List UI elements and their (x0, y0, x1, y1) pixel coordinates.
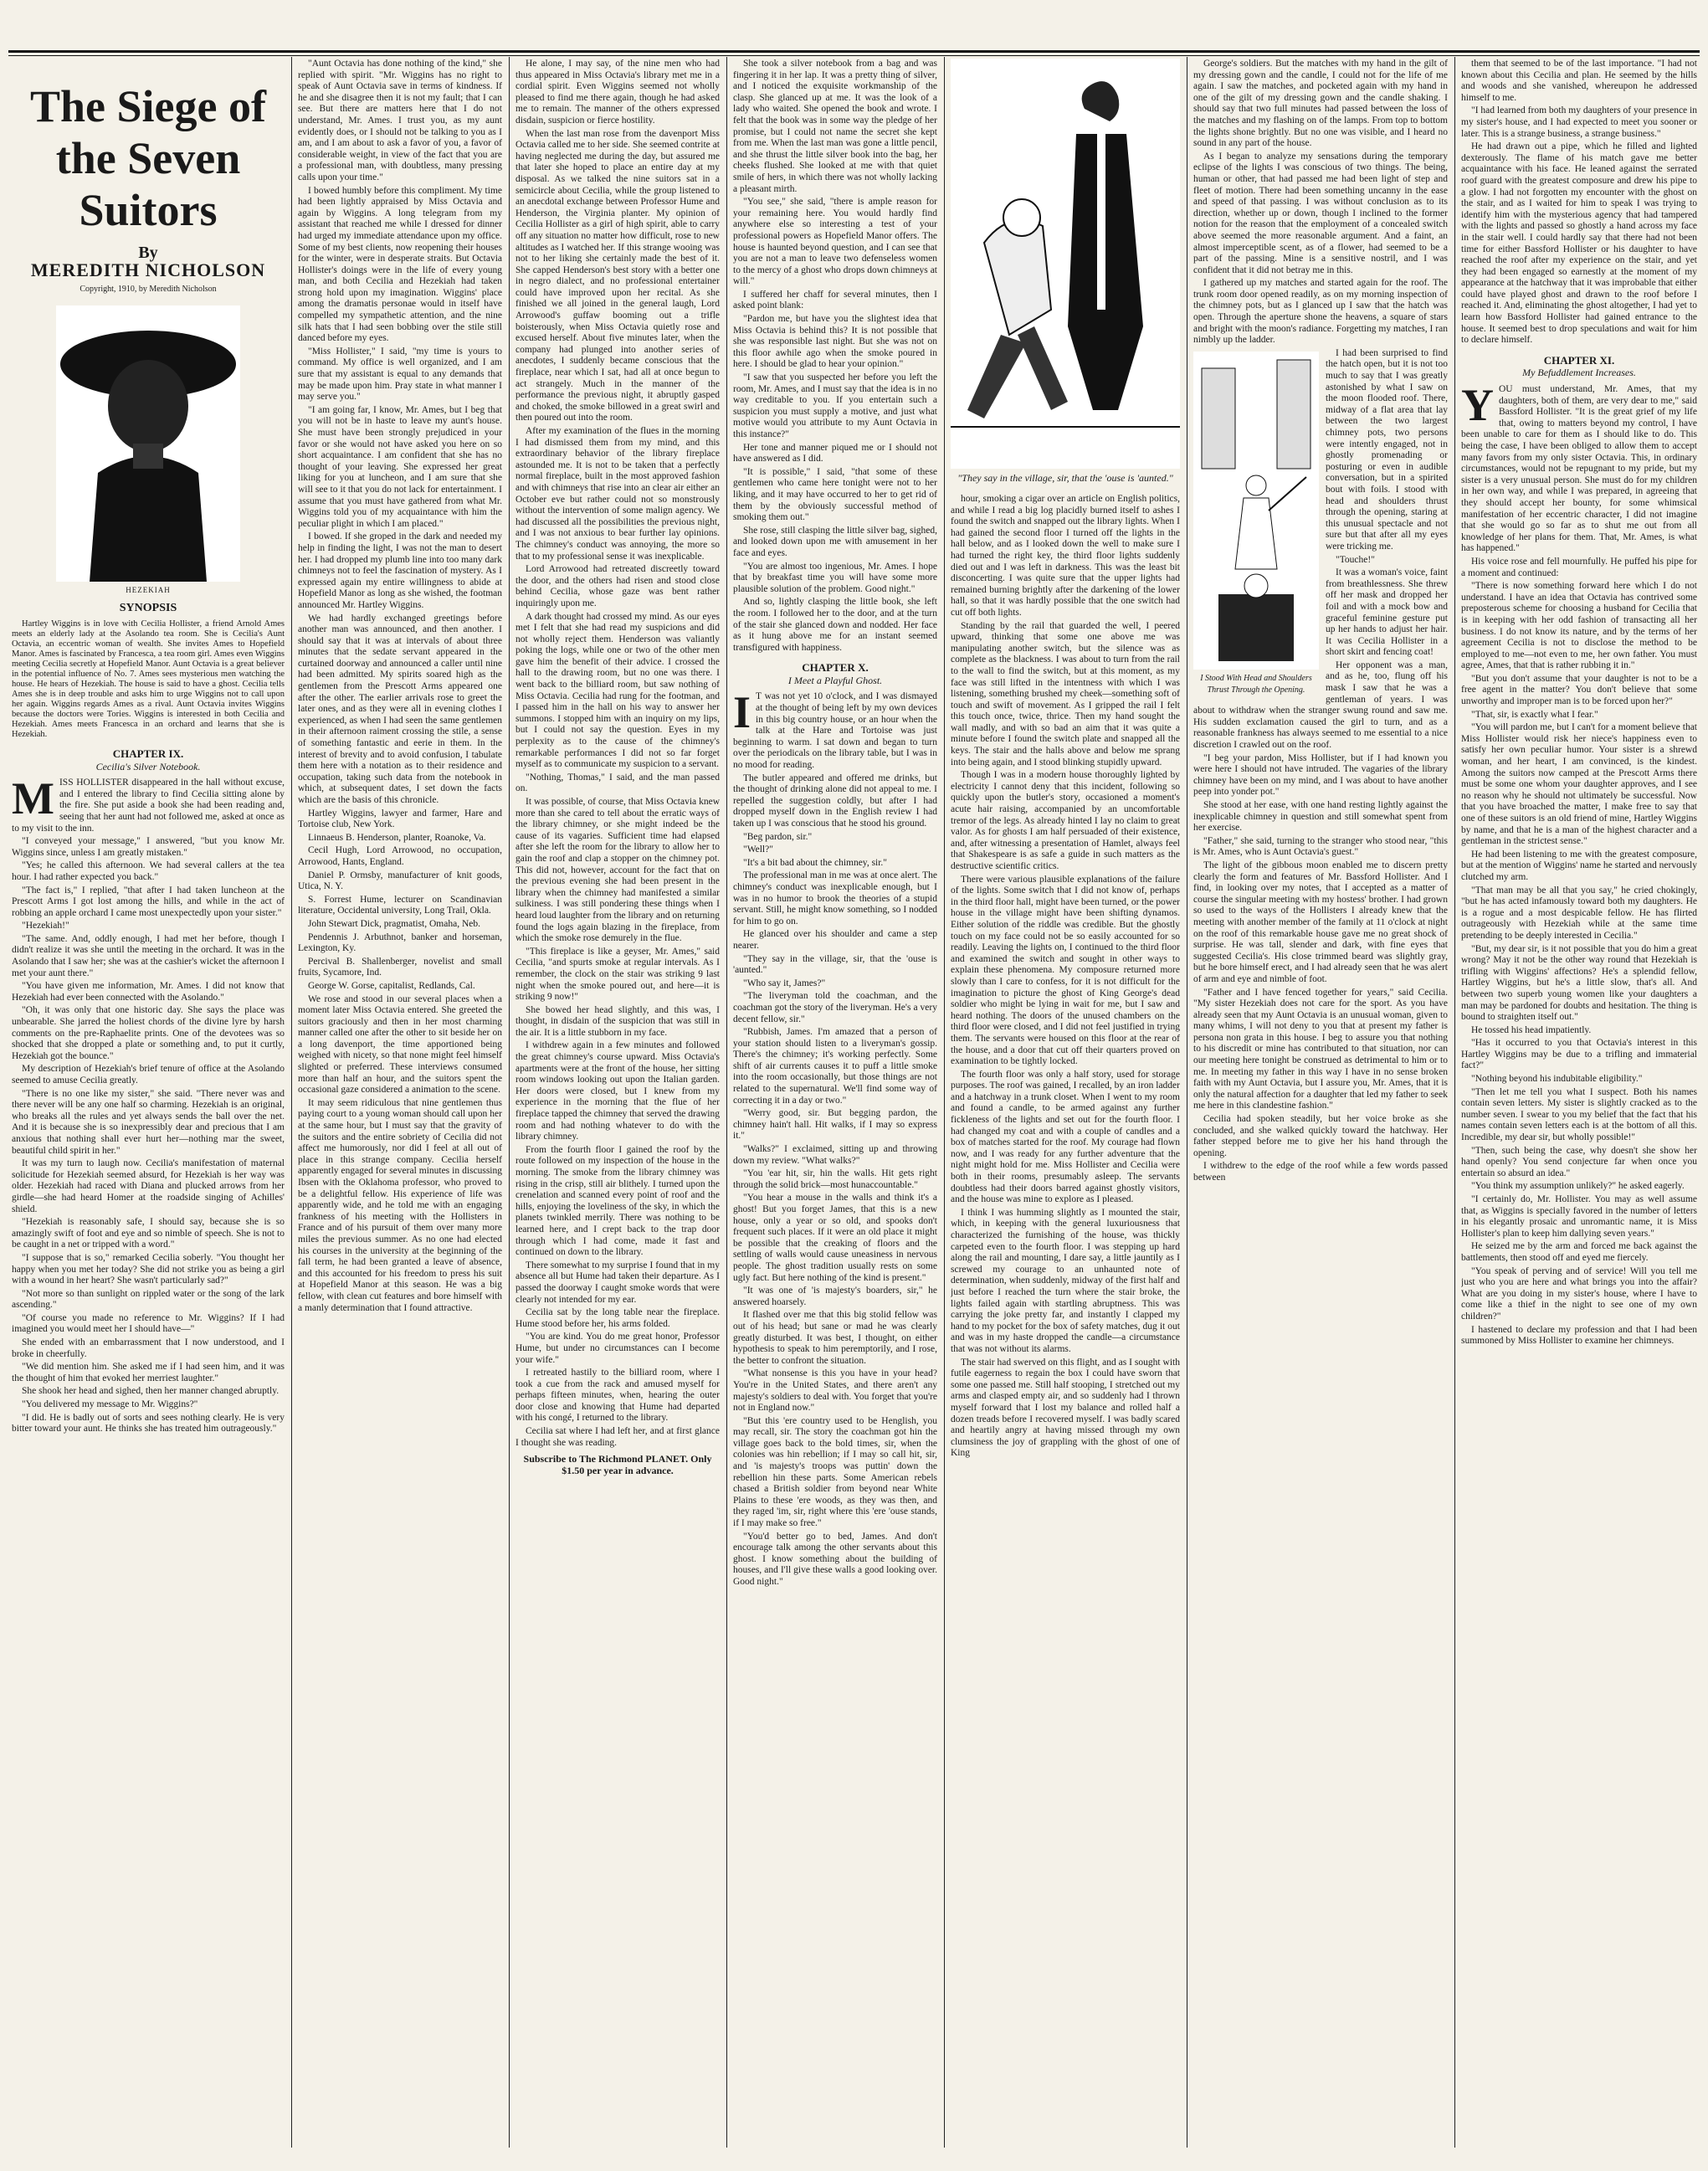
paragraph: I withdrew to the edge of the roof while a few words passed between (1193, 1161, 1448, 1183)
paragraph: I bowed. If she groped in the dark and needed my help in finding the light, I was not the man to desert her. I had dropped my plumb line into too many dark chimneys not to feel the fascination of mystery. As I expressed again my entire willingness to abide at Hopefield Manor as long as she wished, the footman announced Mr. Hartley Wiggins. (298, 531, 502, 610)
paragraph: "It was one of 'is majesty's boarders, sir," he answered hoarsely. (733, 1286, 937, 1307)
paragraph: He tossed his head impatiently. (1471, 1024, 1592, 1035)
paragraph: "Not more so than sunlight on rippled water or the song of the lark ascending." (12, 1288, 285, 1311)
subscription-promo: Subscribe to The Richmond PLANET. Only $1.50 per year in advance. (523, 1453, 712, 1476)
column-3 (515, 59, 720, 2146)
suitor-entry: Percival B. Shallenberger, novelist and small fruits, Sycamore, Ind. (298, 956, 502, 978)
paragraph: "You think my assumption unlikely?" he asked eagerly. (1471, 1181, 1685, 1192)
paragraph: "You'd better go to bed, James. And don't encourage talk among the other servants about this ghost. I know something about the building of houses, and I'll give these walls a good looking over. Good night." (733, 1531, 937, 1587)
paragraph: "Of course you made no reference to Mr. Wiggins? If I had imagined you would meet her I should have—" (12, 1312, 285, 1335)
paragraph: It flashed over me that this big stolid fellow was out of his head; but sane or mad he was clearly greatly disturbed. It was best, I thought, on either hypothesis to speak to him peremptorily, and I rose, the better to confront the situation. (733, 1310, 937, 1366)
paragraph: hour, smoking a cigar over an article on English politics, and while I read a big log placidly burned itself to ashes I found the switch and snapped out the library lights. When I had gained the second floor I turned off the lights in the hall below, and as I looked down the well to make sure I had turned the right key, the third floor lights suddenly died out and I was left in darkness. This was the least bit disconcerting. I was quite sure that the upper lights had remained burning brightly after the darkening of the lower hall, so that it was hardly possible that the one switch had cut off both lights. (951, 494, 1180, 618)
paragraph: "The fact is," I replied, "that after I had taken luncheon at the Prescott Arms I got lost among the hills, and while in the act of robbing an apple orchard I came most unexpectedly upon your sister." (12, 885, 285, 918)
paragraph: "Werry good, sir. But begging pardon, the chimney hain't hall. Hit walks, if I may so express it." (733, 1108, 937, 1142)
butler-illustration (951, 59, 1180, 494)
suitor-entry: S. Forrest Hume, lecturer on Scandinavian literature, Occidental university, Long Trail, Okla. (298, 894, 502, 916)
synopsis-heading: SYNOPSIS (119, 602, 177, 615)
byline: By (138, 244, 158, 262)
paragraph: She took a silver notebook from a bag and was fingering it in her lap. It was a pretty thing of silver, and I noticed the exquisite workmanship of the clasp. She glanced up at me. It was the look of a lady who waited. She opened the book and wrote. I felt that the book was in some way the pledge of her promise, but I could not name the secret she kept from me. When the last man was gone a little pencil, and she thrust the little silver book into the bag, her cheeks flushed. She looked at me with that quiet smile of hers, in which there was not wholly lacking a pleasant mirth. (733, 59, 937, 194)
paragraph: He had been listening to me with the greatest composure, but at the mention of Wiggins' name he started and nervously clutched my arm. (1461, 849, 1697, 882)
paragraph: As I began to analyze my sensations during the temporary eclipse of the lights I was conscious of two things. The being, human or other, that had passed me had been light of step and fleet of motion. There had been something uncanny in the ease and speed of that passing. I was without conclusion as to its direction, whether up or down, though I inclined to the former notion for the reason that the employment of a concealed switch above seemed the more reasonable argument. And a faint, an almost imperceptible scent, as of a flower, had seemed to be a part of the passing. Mine is a sensitive nostril, and I was confident that it did not betray me in this. (1193, 151, 1448, 275)
illustration-caption: I Stood With Head and Shoulders Thrust Through the Opening. (1200, 674, 1312, 695)
paragraph: "Aunt Octavia has done nothing of the kind," she replied with spirit. "Mr. Wiggins has no right to speak of Aunt Octavia save in terms of kindness. If he and she disagree then it is not my fault; that I can see. But there are matters here that I do not understand, Mr. Ames. I trust you, as my aunt evidently does, or I should not be talking to you as I am, and I am about to ask a favor of you, a favor of considerable weight, in view of the fact that you are a professional man, with doubtless, many pressing calls upon your time." (298, 59, 502, 182)
paragraph: I bowed humbly before this compliment. My time had been lightly appraised by Miss Octavia and again by Wiggins. A long telegram from my assistant that reached me while I dressed for dinner had urged my immediate attendance upon my office. Some of my best clients, now reopening their houses for the winter, were in desperate straits. But Octavia Hollister's doings were in the life of every young man, and both Cecilia and Hezekiah had taken strong hold upon my imagination. Wiggins' place among the dramatis personae would in itself have compelled my sympathetic attention, and the nine silk hats that I had seen bobbing over the stile still danced before my eyes. (298, 185, 502, 344)
chapter-subheading: My Befuddlement Increases. (1522, 367, 1636, 379)
drop-cap: M (12, 773, 54, 824)
paragraph: "Father," she said, turning to the stranger who stood near, "this is Mr. Ames, who is Aunt Octavia's guest." (1193, 835, 1448, 858)
column-2 (298, 59, 502, 2146)
paragraph: There somewhat to my surprise I found that in my absence all but Hume had taken their departure. As I passed the doorway I caught smoke words that were clearly not intended for my ear. (515, 1260, 720, 1305)
suitor-entry: Hartley Wiggins, lawyer and farmer, Hare and Tortoise club, New York. (298, 808, 502, 830)
paragraph: "The same. And, oddly enough, I had met her before, though I didn't realize it was she until the meeting in the orchard. It was in the Asolando that I saw her; she was at the cashier's wicket the afternoon I met your aunt there." (12, 933, 285, 978)
paragraph: "Has it occurred to you that Octavia's interest in this Hartley Wiggins may be due to a trifling and immaterial fact?" (1461, 1038, 1697, 1071)
paragraph: "Pardon me, but have you the slightest idea that Miss Octavia is behind this? It is not possible that she was responsible last night. But she was not on this floor awhile ago when the smoke poured in here. I should be glad to hear your opinion." (733, 314, 937, 370)
paragraph: From the fourth floor I gained the roof by the route followed on my inspection of the house in the morning. The smoke from the library chimney was rising in the crisp, still air blithely. I turned upon the crenelation and scanned every point of roof and the hills, enjoying the loveliness of the sky, in which the planets twinkled merrily. There was nothing to be learned here, and I crept back to the trap door through which I had come, made it fast and continued on down to the library. (515, 1144, 720, 1258)
paragraph: My description of Hezekiah's brief tenure of office at the Asolando seemed to amuse Cecilia greatly. (12, 1064, 285, 1086)
paragraph: "It's a bit bad about the chimney, sir." (743, 857, 888, 868)
paragraph: "I am going far, I know, Mr. Ames, but I beg that you will not be in haste to leave my aunt's house. She must have been strongly prejudiced in your favor or she would not have asked you here on so short acquaintance. I am confident that she has no thought of your leaving. She expressed her great liking for you at luncheon, and I am sure that she will see to it that you do not lack for entertainment. I assume that you must have gathered from what Mr. Wiggins told you of my acquaintance with him the peculiar plight in which I am placed." (298, 404, 502, 529)
paragraph: Though I was in a modern house thoroughly lighted by electricity I cannot deny that this incident, following so quickly upon the butler's story, occasioned a moment's acute hair raising, accompanied by an uncomfortable tremor of the legs. As already hinted I lay no claim to great valor. As for ghosts I am half persuaded of their existence, and, after witnessing a presentation of Hamlet, always feel that Shakespeare is as safe a guide in such matters as the destructive scientific critics. (951, 770, 1180, 871)
header-rule-thin (8, 55, 1700, 56)
paragraph: I think I was humming slightly as I mounted the stair, which, in keeping with the general luxuriousness that characterized the furnishing of the house, was thickly carpeted even to the fourth floor. I was stepping up hard along the rail and mounting, I dare say, a little jauntily as I screwed my courage to an unhaunted note of determination, when suddenly, midway of the first half and just before I reached the turn where the stair broke, the lights failed again with startling abruptness. This was carrying the joke pretty far, and instantly I clapped my hand to my pocket for the box of safety matches, dug it out and was in my haste dropped the candle—a circumstance that was not without its alarms. (951, 1207, 1180, 1354)
suitor-entry: Cecil Hugh, Lord Arrowood, no occupation, Arrowood, Hants, England. (298, 845, 502, 867)
chapter-subheading: Cecilia's Silver Notebook. (95, 760, 201, 772)
chapter-heading: CHAPTER X. (802, 661, 869, 675)
paragraph: "You are kind. You do me great honor, Professor Hume, but under no circumstances can I become your wife." (515, 1332, 720, 1365)
column-1 (12, 59, 285, 2146)
header-rule (8, 50, 1700, 53)
paragraph: "I suppose that is so," remarked Cecilia soberly. "You thought her happy when you met her today? She did not strike you as being a girl with a wound in her heart? She wasn't particularly sad?" (12, 1252, 285, 1286)
portrait-caption: HEZEKIAH (126, 585, 171, 594)
paragraph: OU must understand, Mr. Ames, that my daughters, both of them, are very dear to me," said Bassford Hollister. "It is the great grief of my life that, owing to matters beyond my control, I have been unable to care for them as I should like to do. This being the case, I have been obliged to allow them to accept many favors from my only sister Octavia. This, in ordinary circumstances, would not be repugnant to my pride, but my sister is a very unusual person. She must do for my children in her own way, and while I was prepared, in agreeing that they should accept her bounty, for some whimsical manifestation of her eccentric character, I did not imagine that she would go so far as to shut me out from all knowledge of her plans for them. That, Mr. Ames, is what has happened." (1461, 384, 1697, 554)
paragraph: "Rubbish, James. I'm amazed that a person of your station should listen to a liveryman's gossip. There's the chimney; it's working perfectly. Some shift of air currents causes it to puff a little smoke into the room occasionally, but those things are not related to the supernatural. We'll find some way of correcting it in a day or two." (733, 1027, 937, 1106)
paragraph: "You are almost too ingenious, Mr. Ames. I hope that by breakfast time you will have some more plausible solution of the problem. Good night." (733, 561, 937, 594)
paragraph: them that seemed to be of the last importance. "I had not known about this Cecilia and plan. He seemed by the hills and woods and she vanished, whereupon he addressed himself to me. (1461, 59, 1697, 103)
paragraph: "The liveryman told the coachman, and the coachman got the story of the liveryman. He's a very decent fellow, sir." (733, 991, 937, 1024)
suitor-entry: John Stewart Dick, pragmatist, Omaha, Neb. (308, 918, 480, 929)
paragraph: "I had learned from both my daughters of your presence in my sister's house, and I had expected to meet you sooner or later. This is a strange business, a strange business." (1461, 105, 1697, 139)
roof-illustration (1193, 352, 1319, 696)
drop-cap: Y (1461, 380, 1494, 431)
paragraph: He seized me by the arm and forced me back against the battlements, then stood off and eyed me fiercely. (1461, 1241, 1697, 1263)
roof-scene-drawing (1193, 352, 1319, 670)
paragraph: George's soldiers. But the matches with my hand in the gilt of my dressing gown and the candle, I could not for the life of me again. I saw the matches, and pocketed again with my hand in one of the gilt of my dressing gown and the candle shaking. I should say that two full minutes had passed between the loss of the matches and my flashing on of the lamps. From top to bottom the lights shone brightly. But no one was visible, and I heard no sound in any part of the house. (1193, 59, 1448, 149)
paragraph: "That man may be all that you say," he cried chokingly, "but he has acted infamously toward both my daughters. He is a rogue and a most despicable fellow. He has flirted outrageously with Hezekiah while at the same time pretending to be deeply interested in Cecilia." (1461, 885, 1697, 941)
paragraph: "Hezekiah!" (22, 921, 69, 932)
column-rule (291, 57, 292, 2148)
synopsis-text: Hartley Wiggins is in love with Cecilia Hollister, a friend Arnold Ames meets an elderly lady at the Asolando tea room. She is Cecilia's Aunt Octavia, an eccentric woman of wealth. She invites Ames to Hopefield Manor. Ames is fascinated by Francesca, a tea room girl. Ames even Wiggins meeting Cecilia secretly at Hopefield Manor. Aunt Octavia is a great believer in the potential influence of No. 7. Ames sees mysterious men watching the house. He hears of Hezekiah. The house is said to have a ghost. Cecilia tells Ames she is in deep trouble and asks him to urge Wiggins not to call upon her again. Wiggins regards Ames as a rival. Aunt Octavia invites Wiggins because the doctors were Tories. Wiggins is interested in both Cecilia and Hezekiah. Ames meets Francesca in an orchard and learns that she is Hezekiah. (12, 618, 285, 739)
paragraph: "It is possible," I said, "that some of these gentlemen who came here tonight were not to her liking, and it may have occurred to her to get rid of them by the obviously successful method of smoking them out." (733, 466, 937, 523)
column-rule (726, 57, 727, 2148)
butler-scene-drawing (951, 59, 1180, 469)
paragraph: He alone, I may say, of the nine men who had thus appeared in Miss Octavia's library met me in a cordial spirit. Even Wiggins seemed not wholly pleased to find me there again, though he had asked me to remain. The manner of the others expressed disdain, suspicion or fierce hostility. (515, 59, 720, 126)
story-title: The Siege of the Seven Suitors (30, 81, 266, 235)
paragraph: She shook her head and sighed, then her manner changed abruptly. (22, 1386, 280, 1397)
paragraph: He glanced over his shoulder and came a step nearer. (733, 929, 937, 951)
paragraph: It was possible, of course, that Miss Octavia knew more than she cared to tell about the erratic ways of the library chimney, or she might indeed be the cause of its vagaries. Sufficient time had elapsed after she left the room for the library to allow her to gain the roof and clap a stopper on the chimney pot. This did not, however, account for the fact that on the previous evening she had been present in the library when the chimney had manifested a similar sulkiness. I was still pondering these things when I heard loud laughter from the library and on returning found the logs again blazing in the fireplace, from which the smoke rose demurely in the flue. (515, 797, 720, 944)
paragraph: She rose, still clasping the little silver bag, sighed, and looked down upon me with amusement in her face and eyes. (733, 525, 937, 558)
column-rule (944, 57, 945, 2148)
paragraph: "Beg pardon, sir." (743, 831, 813, 842)
paragraph: The stair had swerved on this flight, and as I sought with futile eagerness to regain the box I could have sworn that some one passed me. Still half stooping, I stretched out my arms and clasped empty air, and so suddenly had I thrown myself forward that I lost my balance and rolled half a dozen treads before I recovered myself. I was badly scared and heartily angry at having missed through my own clumsiness the joy of grappling with the ghost of one of King (951, 1357, 1180, 1459)
paragraph: "But you don't assume that your daughter is not to be a free agent in the matter? You don't believe that some unworthy and improper man is to be forced upon her?" (1461, 673, 1697, 707)
paragraph: "I certainly do, Mr. Hollister. You may as well assume that, as Wiggins is specially favored in the number of letters in his elegantly prosaic and unromantic name, it is Miss Hollister's plan to keep him dallying seven years." (1461, 1194, 1697, 1239)
copyright-notice: Copyright, 1910, by Meredith Nicholson (80, 285, 217, 295)
paragraph: "Oh, it was only that one historic day. She says the place was unbearable. She jarred the holiest chords of the divine lyre by harsh comments on the pre-Raphaelite prints. One of the devotees was so shocked that she dropped a plate or something and, to put it curtly, Hezekiah got the bounce." (12, 1005, 285, 1061)
illustration-caption: "They say in the village, sir, that the 'ouse is 'aunted." (957, 471, 1173, 484)
suitor-entry: George W. Gorse, capitalist, Redlands, Cal. (308, 980, 475, 991)
paragraph: Her tone and manner piqued me or I should not have answered as I did. (733, 442, 937, 464)
paragraph: "You will pardon me, but I can't for a moment believe that Miss Hollister would risk her niece's happiness even to satisfy her own peculiar humor. Your sister is a shrewd woman, and her heart, I am convinced, is the kindest. Among the suitors now camped at the Prescott Arms there must be some one whom your daughter approves, and I see no reason why he should not ultimately be successful. Now that you have broached the matter, I make free to say that one of these suitors is an old friend of mine, Hartley Wiggins by name, and that he is a man of the highest character and a gentleman in the strictest sense." (1461, 722, 1697, 847)
paragraph: I hastened to declare my profession and that I had been summoned by Miss Hollister to examine her chimneys. (1461, 1324, 1697, 1347)
paragraph: I gathered up my matches and started again for the roof. The trunk room door opened readily, as on my morning inspection of the chimney pots, but as I glanced up I saw that the hatch was open. Through the aperture shone the heavens, a square of stars and bright with the moon's radiance. Forgetting my matches, I ran nimbly up the ladder. (1193, 278, 1448, 346)
paragraph: "Touche!" (1336, 554, 1375, 565)
paragraph: "Hezekiah is reasonably safe, I should say, because she is so amazingly swift of foot and eye and so nimble of speech. She is not to be caught in a net or tripped with a word." (12, 1217, 285, 1250)
paragraph: There were various plausible explanations of the failure of the lights. Some switch that I did not know of, perhaps in the third floor hall, might have been turned, or the power house in the village might have been shifting dynamos. Either solution of the riddle was credible. But the ghostly touch on my face could not be so easily accounted for so readily. Leaving the lights on, I continued to the third floor and examined the switch and sought in other ways to explain these phenomena. My composure returned more slowly than I care to confess, for it is not difficult for the imagination to picture the ghost of King George's dead soldier who might be lying in wait for me, but I saw and heard nothing. The doors of the unused chambers on the third floor were closed, and I did not feel justified in trying them. The servants were housed on this floor at the rear of the house, and a door that cut off their quarters proved on examination to be tightly locked. (951, 874, 1180, 1067)
column-4 (733, 59, 937, 2146)
paragraph: "This fireplace is like a geyser, Mr. Ames," said Cecilia, "and spurts smoke at regular intervals. As I remember, the clock on the stair was striking 9 last night when the smoke poured out, and here—it is striking 9 now!" (515, 946, 720, 1003)
paragraph: ISS HOLLISTER disappeared in the hall without excuse, and I entered the library to find Cecilia sitting alone by the fire. She put aside a book she had been reading and, seeing that her aunt had not followed me, asked at once as to my visit to the inn. (12, 778, 285, 834)
author-name: MEREDITH NICHOLSON (30, 259, 266, 280)
paragraph: His voice rose and fell mournfully. He puffed his pipe for a moment and continued: (1461, 556, 1697, 578)
paragraph: "I saw that you suspected her before you left the room, Mr. Ames, and I must say that the idea is in no way creditable to you. If you entertain such a suspicion you must supply a motive, and just what motive would you attribute to my Aunt Octavia in this instance?" (733, 372, 937, 439)
paragraph: "Who say it, James?" (743, 978, 826, 988)
paragraph: "We did mention him. She asked me if I had seen him, and it was the thought of him that evoked her merriest laughter." (12, 1362, 285, 1383)
paragraph: A dark thought had crossed my mind. As our eyes met I felt that she had read my suspicions and did not wholly reject them. Henderson was valiantly poking the logs, while one or two of the other men gave him the benefit of their advice. I crossed the hall to the drawing room, but no one was there. I went back to the billiard room, but saw nothing of Miss Octavia. Cecilia had rung for the footman, and I passed him in the hall on his way to answer her summons. I stopped him with an inquiry on my lips, but I could not say the question. Eyes in my perplexity as to the cause of the chimney's remarkable performances I did not so far forget myself as to communicate my suspicion to a servant. (515, 611, 720, 770)
paragraph: "You hear a mouse in the walls and think it's a ghost! But you forget James, that this is a new house, only a year or so old, and spooks don't frequent such places. If it were an old place it might be possible that the creaking of floors and the settling of walls would cause uneasiness in nervous people. The ghost tradition usually rests on some ugly fact. But here nothing of the kind is present." (733, 1193, 937, 1283)
paragraph: Standing by the rail that guarded the well, I peered upward, thinking that some one above me was manipulating another switch, but the silence was as complete as the blackness. I was about to turn from the rail to the wall to find the switch, but at this moment, as my face was still lifted in the intentness with which I was listening, something brushed my cheek—something soft of touch and swift of movement. As I gripped the rail I felt this touch once, twice, thrice. Then my hand sought the wall madly, and with so bad an aim that it was quite a minute before I found the switch plate and snapped all the keys. The stair and the halls above and below me sprang into being again, and I stood blinking stupidly upward. (951, 620, 1180, 767)
paragraph: Lord Arrowood had retreated discreetly toward the door, and the others had risen and stood close behind Cecilia, whose gaze was bent rather inquiringly upon me. (515, 564, 720, 608)
paragraph: "Nothing beyond his indubitable eligibility." (1471, 1074, 1643, 1085)
column-rule (1454, 57, 1455, 2148)
paragraph: Cecilia had spoken steadily, but her voice broke as she concluded, and she walked quickly toward the hatchway. Her father stepped before me to give her his hand through the opening. (1193, 1114, 1448, 1158)
paragraph: "Well?" (743, 844, 773, 855)
chapter-heading: CHAPTER XI. (1543, 353, 1615, 367)
drop-cap: I (733, 687, 751, 738)
paragraph: "Miss Hollister," I said, "my time is yours to command. My office is well organized, and I am sure that my assistant is equal to any demands that may be made upon him. Pray state in what manner I may serve you." (298, 346, 502, 403)
portrait-image (56, 305, 240, 582)
column-7 (1461, 59, 1697, 2146)
paragraph: She ended with an embarrassment that I now understood, and I broke in cheerfully. (12, 1337, 285, 1359)
paragraph: "But this 'ere country used to be Henglish, you may recall, sir. The story the coachman got hin the village goes back to the bold times, sir, when the colonies was hin rebellion; if I may so call hit, sir, and 'is majesty's troops was puttin' down the rebellion hin these parts. Some American rebels chased a British soldier from beyond near White Plains to these 'ere woods, as they was then, and they raged 'im, sir, right where this 'ere 'ouse stands, if I may make so free." (733, 1415, 937, 1529)
paragraph: "You speak of perving and of service! Will you tell me just who you are here and what brings you into the affair? What are you doing in my sister's house, where I have to come like a thief in the night to see one of my own children?" (1461, 1265, 1697, 1322)
paragraph: The fourth floor was only a half story, used for storage purposes. The roof was gained, I recalled, by an iron ladder and a hatchway in a trunk closet. When I went to my room and found a candle, to be armed against any further fickleness of the lights and set out for the fourth floor. I had changed my coat and with a couple of candles and a box of matches started for the roof. My courage had flown now, and I was ready for any further adventure that the night might hold for me. Miss Hollister and Cecilia were both in their rooms, presumably asleep. The servants doubtless had their doors barred against ghostly visitors, and the house was mine to explore as I pleased. (951, 1069, 1180, 1205)
paragraph: "But, my dear sir, is it not possible that you do him a great wrong? May it not be the other way round that Hezekiah is trifling with Wiggins' affections? He's a splendid fellow, Hartley Wiggins, but he's a little slow, that's all. And between two superb young women like your daughters a man may be pardoned for doubts and hesitation. The thing is bound to straighten itself out." (1461, 943, 1697, 1023)
paragraph: And so, lightly clasping the little book, she left the room. I followed her to the door, and at the turn of the stair she glanced down and nodded. Her face as it hung above me for an instant seemed transfigured with happiness. (733, 597, 937, 653)
chapter-ix-body (12, 773, 285, 1435)
paragraph: The butler appeared and offered me drinks, but the thought of drinking alone did not appeal to me. I repelled the suggestion coldly, but after I had dropped myself down in the English review I had taken up I was conscious that he stood his ground. (733, 772, 937, 829)
paragraph: "Nothing, Thomas," I said, and the man passed on. (515, 772, 720, 794)
chapter-subheading: I Meet a Playful Ghost. (787, 674, 883, 686)
paragraph: "I beg your pardon, Miss Hollister, but if I had known you were here I should not have intruded. The vagaries of the library chimney have been on my mind, and I was about to have another peep into yonder pot." (1193, 752, 1448, 798)
paragraph: I retreated hastily to the billiard room, where I took a cue from the rack and amused myself for perhaps fifteen minutes, when, hearing the outer door close and knowing that Hume had departed with his congé, I returned to the library. (515, 1368, 720, 1424)
paragraph: Cecilia sat by the long table near the fireplace. Hume stood before her, his arms folded. (515, 1307, 720, 1329)
title-block (12, 80, 285, 295)
paragraph: When the last man rose from the davenport Miss Octavia called me to her side. She seemed contrite at having neglected me during the day, but assured me that later she hoped to place an entire day at my disposal. As we talked the nine suitors sat in a semicircle about Cecilia, while the group listened to an anecdotal exchange between Professor Hume and Henderson, the Virginia planter. My opinion of Cecilia Hollister as a girl of high spirit, able to carry off any situation no matter how difficult, rose to new altitudes as I watched her. If this strange wooing was not to her liking she certainly made the best of it. She capped Henderson's best story with a better one in negro dialect, and no professional entertainer could have improved upon her recital. As she finished we all joined in the general laugh, Lord Arrowood's guffaw booming out a trifle boisterously, when Miss Octavia quietly rose and excused herself. About five minutes later, when the company had plunged into another series of anecdotes, I suddenly became conscious that the fireplace, near which I sat, had all at once begun to act strangely. Much in the manner of the performance the previous night, it abruptly gasped and choked, the smoke billowed in a great swirl and then poured out into the room. (515, 128, 720, 423)
paragraph: "You have given me information, Mr. Ames. I did not know that Hezekiah had ever been connected with the Asolando." (12, 981, 285, 1003)
paragraph: "What nonsense is this you have in your head? You're in the United States, and there aren't any majesty's soldiers to deal with. You forget that you're not in England now." (733, 1368, 937, 1414)
paragraph: The professional man in me was at once alert. The chimney's conduct was inexplicable enough, but I was in no humor to brook the theories of a stupid servant. Still, he might know something, so I nodded for him to go on. (733, 870, 937, 926)
paragraph: "There is no one like my sister," she said. "There never was and there never will be any one half so charming. Hezekiah is an original, who breaks all the rules and yet always sends the ball over the net. And it is because she is so inexpressibly dear and precious that I am anxious that nothing shall ever hurt her—nothing mar the sweet, beautiful child spirit in her." (12, 1088, 285, 1156)
paragraph: "Then, such being the case, why doesn't she show her hand openly? You send conjecture far when once you entertain so absurd an idea." (1461, 1145, 1697, 1178)
column-rule (509, 57, 510, 2148)
portrait-illustration (56, 305, 240, 582)
paragraph: "Yes; he called this afternoon. We had several callers at the tea hour. I had rather expected you back." (12, 860, 285, 882)
paragraph: "Then let me tell you what I suspect. Both his names contain seven letters. My sister is slightly cracked as to the number seven. I swear to you my belief that the fact that his names contain seven letters each is at the bottom of all this. Incredible, my dear sir, but wholly possible!" (1461, 1086, 1697, 1143)
paragraph: She bowed her head slightly, and this was, I thought, in disdain of the suspicion that was still in the air. It is a little stubborn in my face. (515, 1004, 720, 1038)
paragraph: T was not yet 10 o'clock, and I was dismayed at the thought of being left by my own devices in this big country house, or an hour when the talk at the Hare and Tortoise was just beginning to warm. I sat down and began to turn over the periodicals on the library table, but I was in no mood for reading. (733, 691, 937, 771)
suitor-entry: Daniel P. Ormsby, manufacturer of knit goods, Utica, N. Y. (298, 870, 502, 892)
paragraph: "There is now something forward here which I do not understand. I have an idea that Octavia has contrived some preposterous scheme for choosing a husband for Cecilia that is in keeping with her odd fashion of transacting all her business. I do not know its nature, and by the terms of her agreement Cecilia is not to disclose the method to be employed to me—not even to me, her own father. You must agree, Ames, that that is rather rubbing it in." (1461, 581, 1697, 671)
paragraph: It may seem ridiculous that nine gentlemen thus paying court to a young woman should call upon her at the same hour, but I must say that the gravity of the suitors and the entire sobriety of Cecilia did not affect me humorously, nor did I feel at all out of place in this strange company. Cecilia herself apparently engaged for several minutes in discussing Ibsen with the Oklahoma professor, who proved to be a delightful fellow. His experience of life was apparently wide, and he told me with an engaging frankness of his meeting with the Hollisters in France and of his pursuit of them over many more miles the previous summer. As no one had elected his courses in the university at the beginning of the fall term, he had been granted a leave of absence, and this accounted for his freedom to press his suit at Hopefield Manor at this season. He was a big fellow, with clean cut features and bore himself with a manly determination that I found attractive. (298, 1097, 502, 1313)
column-6 (1193, 59, 1448, 2146)
paragraph: He had drawn out a pipe, which he filled and lighted dexterously. The flame of his match gave me better acquaintance with his face. He leaned against the serrated roof guard with the greatest composure and drew his pipe to a glow. I had not forgotten my encounter with the ghost on the stair, and as I waited for him to speak I was trying to identify him with the mysterious agency that had tampered with the lights and passed so ghostly a hand across my face in the stair well. I could hardly say that there had not been time for either Bassford Hollister or his daughter to have reached the roof after my experience on the stair, and yet they had been engaged so earnestly at the moment of my appearance at the hatchway that it was improbable that either could have played ghost and drawn to the roof before I reached it. And, eliminating the ghost altogether, I had yet to learn how Bassford Hollister had gained entrance to the house. It seemed best to drop speculations and wait for him to declare himself. (1461, 141, 1697, 346)
paragraph: "They say in the village, sir, that the 'ouse is 'aunted." (733, 953, 937, 976)
paragraph: "Father and I have fenced together for years," said Cecilia. "My sister Hezekiah does not care for the sport. As you have already seen that my Aunt Octavia is an unusual woman, given to many whims, I will not deny to you that at present my father is persona non grata in this house. I beg to assure you that nothing to his discredit or mine has contributed to that situation, nor can our meeting here tonight be construed as detrimental to him or to me. In meeting my father in this way I have in no sense broken faith with my Aunt Octavia, but I assure you, Mr. Ames, that it is only the natural affection for a daughter that led my father to seek me here in this clandestine fashion." (1193, 987, 1448, 1111)
paragraph: It was a woman's voice, faint from breathlessness. She threw off her mask and dropped her foil and with a mock bow and graceful feminine gesture put up her hands to adjust her hair. It was Cecilia Hollister in a short skirt and fencing coat! (1326, 567, 1448, 658)
column-5 (951, 59, 1180, 2146)
paragraph: Cecilia sat where I had left her, and at first glance I thought she was reading. (515, 1426, 720, 1448)
paragraph: "You delivered my message to Mr. Wiggins?" (22, 1399, 198, 1410)
paragraph: "You 'ear hit, sir, hin the walls. Hit gets right through the solid brick—most hunaccountable." (733, 1168, 937, 1190)
suitor-entry: Pendennis J. Arbuthnot, banker and horseman, Lexington, Ky. (298, 932, 502, 954)
paragraph: We rose and stood in our several places when a moment later Miss Octavia entered. She greeted the suitors graciously and then in her most charming manner called one after the other to sit beside her on a long davenport, the time apportioned being weighed with nicety, so that none might feel himself slighted or preferred. These interviews consumed more than half an hour, and the suitors spent the occasional gaze considered a animation to the scene. (298, 993, 502, 1096)
paragraph: It was my turn to laugh now. Cecilia's manifestation of maternal solicitude for Hezekiah seemed absurd, for Hezekiah is her way was older. Hezekiah had raced with Diana and plucked arrows from her girdle—she had heard Homer at the roadside singing of Achilles' shield. (12, 1158, 285, 1214)
chapter-heading: CHAPTER IX. (112, 747, 184, 760)
paragraph: "That, sir, is exactly what I fear." (1471, 709, 1598, 720)
paragraph: The light of the gibbous moon enabled me to discern pretty clearly the form and features of Mr. Bassford Hollister. And I find, in looking over my notes, that I accepted as a matter of course the singular meeting with my hostess' brother. I had grown so used to the ways of the Hollisters I already knew that the meeting with another member of the family at 11 o'clock at night on the roof of this remarkable house gave me no great shock of surprise. He was tall, slender and dark, with fine eyes that suggested Cecilia's. His close trimmed beard was slightly gray, but he bore himself erect, and I had already seen that he was alert of arm and eye and nimble of foot. (1193, 860, 1448, 984)
paragraph: Her opponent was a man, and as he, too, flung off his mask I saw that he was a gentleman of years. I was about to withdraw when the stranger swung round and saw me. His sudden exclamation caused the girl to turn, and as a reasonable frankness has always seemed to me essential to a nice discretion I crawled out on the roof. (1193, 660, 1448, 751)
paragraph: I suffered her chaff for several minutes, then I asked point blank: (733, 289, 937, 311)
paragraph: I withdrew again in a few minutes and followed the great chimney's course upward. Miss Octavia's apartments were at the front of the house, her sitting room windows looking out upon the Italian garden. Her doors were closed, but I knew from my experience in the morning that the flue of her fireplace tapped the chimney that served the drawing room and had nothing whatever to do with the library chimney. (515, 1040, 720, 1142)
paragraph: After my examination of the flues in the morning I had dismissed them from my mind, and this extraordinary behavior of the library fireplace astounded me. It is not to be taken that a perfectly normal fireplace, built in the most approved fashion and with chimneys that rise into an clear air either an October eve but rather could not so monstrously without the intervention of some malign agency. We had discussed all the possibilities the previous night, and I was not anxious to bear further lay opinions. The chimney's conduct was annoying, the more so that to my professional sense it was inexplicable. (515, 426, 720, 562)
paragraph: "I conveyed your message," I answered, "but you know Mr. Wiggins since, unless I am greatly mistaken." (12, 836, 285, 858)
paragraph: "You see," she said, "there is ample reason for your remaining here. You would hardly find anywhere else so interesting a test of your professional powers as Hopefield Manor offers. The house is haunted beyond question, and I can see that you are not a man to leave two defenseless women to the mercy of a ghost who drops down chimneys at will." (733, 197, 937, 287)
paragraph: We had hardly exchanged greetings before another man was announced, and then another. I should say that it was at intervals of about three minutes that the sedate servant appeared in the curtained doorway and announced a caller until nine had been admitted. My spirits soared high as the gentlemen from the Prescott Arms appeared one after the other. The earlier arrivals rose to greet the later ones, and as they were all in evening clothes I experienced, as when I had seen the same gentlemen in their afternoon raiment crossing the stile, a sense of something fantastic and eerie in them. In the interest of brevity and to avoid confusion, I tabulate them here with a notation as to their residence and occupation, taking such data from the notebook in which, at subsequent dates, I set down the facts which are the basis of this chronicle. (298, 613, 502, 805)
paragraph: "I did. He is badly out of sorts and sees nothing clearly. He is very bitter toward your aunt. He thinks she has treated him outrageously." (12, 1412, 285, 1435)
paragraph: "Walks?" I exclaimed, sitting up and throwing down my review. "What walks?" (733, 1144, 937, 1166)
paragraph: She stood at her ease, with one hand resting lightly against the inexplicable chimney in question and still somewhat spent from her exercise. (1193, 800, 1448, 834)
suitor-entry: Linnaeus B. Henderson, planter, Roanoke, Va. (308, 832, 486, 843)
paragraph: I had been surprised to find the hatch open, but it is not too much to say that I was greatly astonished by what I saw on the moon flooded roof. There, midway of a flat area that lay between the two largest chimney pots, two persons were intently engaged, not in ghostly promenading or posturing or even in audible conversation, but in a spirited bout with foils. I stood with head and shoulders thrust through the opening, staring at this unusual spectacle and not sure but that after all my eyes were tricking me. (1326, 347, 1448, 552)
